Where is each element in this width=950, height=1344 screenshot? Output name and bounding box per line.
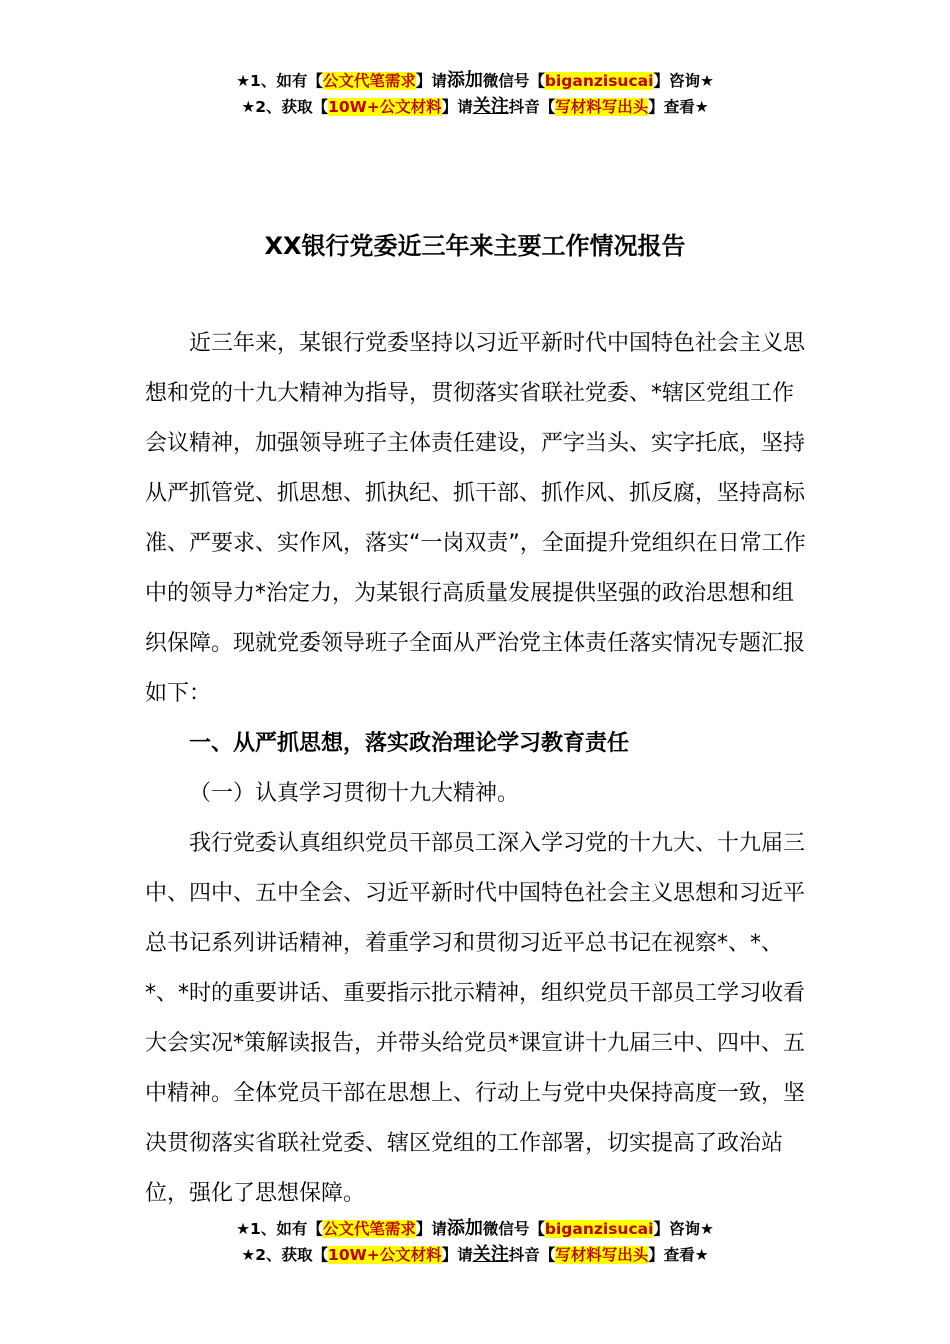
banner-emphasis: 关注 [472,96,509,117]
banner-text: 微信号【 [482,72,545,90]
banner-emphasis: 添加 [446,70,483,91]
banner-text: 】请 [441,1246,473,1264]
banner-text: 】查看★ [648,1246,709,1264]
banner-text: ★1、如有【 [236,1220,323,1238]
banner-text: ★1、如有【 [236,72,323,90]
banner-highlight: 公文代笔需求 [322,1220,416,1238]
banner-text: 】咨询★ [653,1220,714,1238]
banner-highlight: biganzisucai [544,72,654,90]
banner-emphasis: 添加 [446,1218,483,1239]
banner-highlight: biganzisucai [544,1220,654,1238]
banner-text: ★2、获取【 [241,98,329,116]
banner-line-2 [0,94,950,120]
banner-line-1 [0,68,950,94]
banner-highlight: 10W+公文材料 [328,1246,442,1264]
document-title: XX银行党委近三年来主要工作情况报告 [264,232,686,260]
banner-line-1 [0,1216,950,1242]
banner-text: 】查看★ [648,98,709,116]
banner-text: 】咨询★ [653,72,714,90]
banner-highlight: 公文代笔需求 [322,72,416,90]
banner-text: 】请 [415,72,447,90]
banner-text: 】请 [415,1220,447,1238]
intro-paragraph: 近三年来，某银行党委坚持以习近平新时代中国特色社会主义思想和党的十九大精神为指导，贯彻落实省联社党委、*辖区党组工作会议精神，加强领导班子主体责任建设，严字当头、实字托底，坚持从严抓管党、抓思想、抓执纪、抓干部、抓作风、抓反腐，坚持高标准、严要求、实作风，落实“一岗双责”，全面提升党组织在日常工作中的领导力*治定力，为某银行高质量发展提供坚强的政治思想和组织保障。现就党委领导班子全面从严治党主体责任落实情况专题汇报如下： [145,331,806,706]
banner-highlight: 写材料写出头 [555,98,649,116]
banner-line-2 [0,1242,950,1268]
banner-text: 抖音【 [508,98,556,116]
banner-text: ★2、获取【 [241,1246,329,1264]
banner-text: 】请 [441,98,473,116]
section-paragraph: 我行党委认真组织党员干部员工深入学习党的十九大、十九届三中、四中、五中全会、习近平新时代中国特色社会主义思想和习近平总书记系列讲话精神，着重学习和贯彻习近平总书记在视察*、*、*、*时的重要讲话、重要指示批示精神，组织党员干部员工学习收看大会实况*策解读报告，并带头给党员*课宣讲十九届三中、四中、五中精神。全体党员干部在思想上、行动上与党中央保持高度一致，坚决贯彻落实省联社党委、辖区党组的工作部署，切实提高了政治站位，强化了思想保障。 [145,831,806,1206]
banner-highlight: 10W+公文材料 [328,98,442,116]
banner-text: 微信号【 [482,1220,545,1238]
banner-highlight: 写材料写出头 [555,1246,649,1264]
document-body [145,319,810,1219]
banner-emphasis: 关注 [472,1244,509,1265]
header-banner [0,68,950,120]
footer-banner [0,1216,950,1268]
subsection-heading: （一）认真学习贯彻十九大精神。 [189,781,520,806]
banner-text: 抖音【 [508,1246,556,1264]
section-heading: 一、从严抓思想，落实政治理论学习教育责任 [189,731,630,756]
